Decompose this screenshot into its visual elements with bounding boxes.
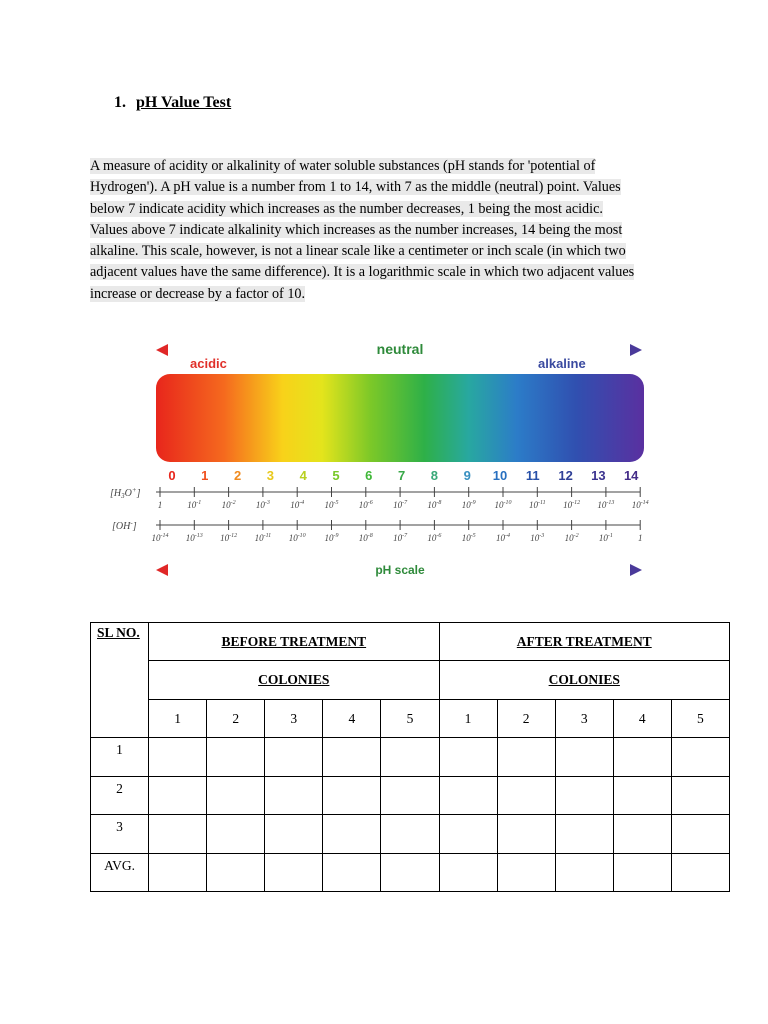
axis-tick-label: $10^{-12}$ (220, 533, 238, 543)
row-label: AVG. (91, 853, 149, 891)
axis-tick-label: $10^{-3}$ (255, 500, 270, 510)
after-colonies-header: COLONIES (439, 661, 730, 699)
paragraph-line: below 7 indicate acidity which increases as the number decreases, 1 being the most acidic. (90, 200, 603, 217)
table-cell[interactable] (671, 776, 729, 814)
table-cell[interactable] (555, 853, 613, 891)
ph-number: 6 (365, 468, 373, 483)
axis-tick-label: $10^{-1}$ (187, 500, 202, 510)
axis-tick-label: $10^{-2}$ (221, 500, 236, 510)
row-label: 1 (91, 738, 149, 776)
ph-number: 3 (266, 468, 275, 483)
ph-number: 13 (591, 468, 606, 483)
paragraph-line: alkaline. This scale, however, is not a linear scale like a centimeter or inch scale (in which two (90, 243, 626, 260)
ph-scale-label: pH scale (375, 563, 425, 577)
table-cell[interactable] (497, 776, 555, 814)
table-cell[interactable] (613, 738, 671, 776)
ph-number-row (168, 468, 639, 483)
paragraph-line: adjacent values have the same difference). It is a logarithmic scale in which two adjacent values (90, 264, 635, 281)
table-cell[interactable] (323, 853, 381, 891)
table-row (91, 776, 730, 814)
table-cell[interactable] (323, 776, 381, 814)
axis-tick-label: $10^{-9}$ (461, 500, 476, 510)
oh-axis (112, 519, 642, 543)
colony-column-header: 3 (555, 699, 613, 737)
table-cell[interactable] (149, 738, 207, 776)
section-number: 1. (114, 94, 126, 111)
table-cell[interactable] (671, 815, 729, 853)
table-cell[interactable] (555, 776, 613, 814)
axis-tick-label: $10^{-5}$ (324, 500, 339, 510)
table-cell[interactable] (207, 853, 265, 891)
axis-tick-label: $10^{-8}$ (427, 500, 442, 510)
axis-tick-label: $10^{-2}$ (564, 533, 579, 543)
axis-tick-label: $10^{-4}$ (496, 533, 510, 543)
table-cell[interactable] (497, 738, 555, 776)
svg-text:[H3O+]: $[H_3O^+]$ (110, 486, 141, 500)
table-cell[interactable] (207, 776, 265, 814)
row-label: 2 (91, 776, 149, 814)
axis-tick-label: $10^{-12}$ (563, 500, 581, 510)
axis-tick-label: $10^{-6}$ (358, 500, 373, 510)
before-treatment-header: BEFORE TREATMENT (149, 623, 439, 661)
table-cell[interactable] (323, 738, 381, 776)
axis-tick-label: $10^{-9}$ (324, 533, 339, 543)
table-cell[interactable] (265, 815, 323, 853)
table-cell[interactable] (149, 815, 207, 853)
axis-tick-label: $10^{-10}$ (494, 500, 512, 510)
table-cell[interactable] (381, 853, 439, 891)
axis-tick-label: $10^{-13}$ (597, 500, 615, 510)
axis-tick-label: 1 (157, 500, 163, 510)
section-heading (114, 94, 231, 112)
alkaline-label: alkaline (538, 356, 586, 371)
table-row (91, 738, 730, 776)
ph-number: 0 (168, 468, 176, 483)
ph-number: 7 (397, 468, 406, 483)
table-cell[interactable] (671, 853, 729, 891)
h3o-axis (110, 486, 649, 510)
table-cell[interactable] (265, 738, 323, 776)
table-cell[interactable] (497, 853, 555, 891)
colony-column-header: 4 (613, 699, 671, 737)
axis-tick-label: $10^{-7}$ (393, 500, 408, 510)
paragraph-line: increase or decrease by a factor of 10. (90, 285, 306, 302)
colony-column-header: 2 (207, 699, 265, 737)
ph-number: 4 (299, 468, 307, 483)
table-cell[interactable] (613, 815, 671, 853)
paragraph-line: Values above 7 indicate alkalinity which increases as the number increases, 14 being the most (90, 221, 623, 238)
description-paragraph (90, 156, 650, 305)
table-cell[interactable] (323, 815, 381, 853)
ph-number: 1 (201, 468, 209, 483)
table-cell[interactable] (381, 815, 439, 853)
axis-tick-label: $10^{-10}$ (288, 533, 306, 543)
axis-tick-label: $10^{-11}$ (254, 533, 272, 543)
axis-tick-label: $10^{-13}$ (185, 533, 203, 543)
ph-number: 11 (525, 468, 540, 483)
ph-number: 9 (463, 468, 471, 483)
ph-number: 12 (558, 468, 573, 483)
ph-number: 8 (430, 468, 439, 483)
after-treatment-header: AFTER TREATMENT (439, 623, 730, 661)
table-cell[interactable] (439, 738, 497, 776)
ph-scale-figure (104, 326, 664, 594)
table-cell[interactable] (207, 738, 265, 776)
sl-no-header: SL NO. (91, 623, 149, 738)
before-colonies-header: COLONIES (149, 661, 439, 699)
axis-tick-label: $10^{-14}$ (151, 533, 169, 543)
axis-tick-label: $10^{-6}$ (427, 533, 442, 543)
axis-tick-label: $10^{-1}$ (598, 533, 613, 543)
table-cell[interactable] (439, 776, 497, 814)
paragraph-line: Hydrogen'). A pH value is a number from 1 to 14, with 7 as the middle (neutral) point. Values (90, 179, 621, 196)
table-cell[interactable] (265, 853, 323, 891)
ph-spectrum-bar (156, 374, 644, 462)
ph-number: 10 (492, 468, 508, 483)
colony-column-header: 5 (381, 699, 439, 737)
table-cell[interactable] (381, 776, 439, 814)
colony-count-table (90, 622, 730, 892)
ph-number: 5 (332, 468, 340, 483)
colony-column-header: 3 (265, 699, 323, 737)
svg-text:[OH-]: [OH-] (112, 519, 137, 532)
axis-tick-label: $10^{-8}$ (358, 533, 373, 543)
axis-tick-label: $10^{-7}$ (393, 533, 408, 543)
table-row (91, 853, 730, 891)
colony-column-header: 1 (149, 699, 207, 737)
table-cell[interactable] (207, 815, 265, 853)
colony-column-header: 2 (497, 699, 555, 737)
neutral-label: neutral (376, 341, 424, 357)
axis-tick-label: $10^{-11}$ (529, 500, 546, 510)
table-cell[interactable] (381, 738, 439, 776)
ph-number: 2 (233, 468, 242, 483)
table-cell[interactable] (439, 853, 497, 891)
colony-column-header: 5 (671, 699, 729, 737)
table-cell[interactable] (149, 853, 207, 891)
acidic-label: acidic (190, 356, 227, 371)
table-cell[interactable] (497, 815, 555, 853)
table-row (91, 815, 730, 853)
paragraph-line: A measure of acidity or alkalinity of water soluble substances (pH stands for 'potential of (90, 158, 596, 174)
table-cell[interactable] (439, 815, 497, 853)
table-cell[interactable] (265, 776, 323, 814)
axis-tick-label: 1 (637, 533, 643, 543)
axis-tick-label: $10^{-14}$ (631, 500, 649, 510)
ph-number: 14 (623, 468, 639, 483)
table-cell[interactable] (613, 853, 671, 891)
table-cell[interactable] (613, 776, 671, 814)
axis-tick-label: $10^{-3}$ (530, 533, 545, 543)
axis-tick-label: $10^{-4}$ (290, 500, 305, 510)
table-cell[interactable] (149, 776, 207, 814)
table-cell[interactable] (671, 738, 729, 776)
table-cell[interactable] (555, 815, 613, 853)
table-cell[interactable] (555, 738, 613, 776)
axis-tick-label: $10^{-5}$ (461, 533, 476, 543)
row-label: 3 (91, 815, 149, 853)
section-title: pH Value Test (136, 94, 232, 111)
colony-column-header: 4 (323, 699, 381, 737)
colony-column-header: 1 (439, 699, 497, 737)
